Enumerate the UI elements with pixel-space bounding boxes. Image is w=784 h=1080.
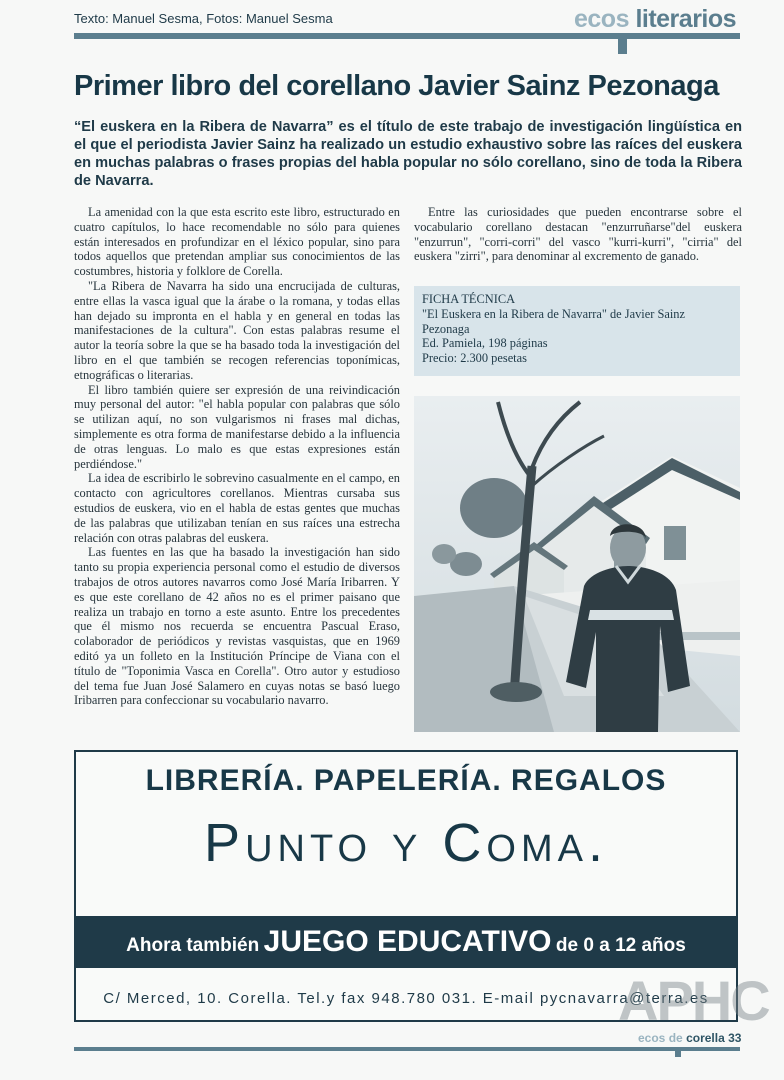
ficha-publisher: Ed. Pamiela, 198 páginas [422,336,548,351]
ficha-book: "El Euskera en la Ribera de Navarra" de Javier Sainz Pezonaga [422,306,685,336]
ficha-tecnica-box [414,286,740,376]
body-paragraph: "La Ribera de Navarra ha sido una encrucijada de culturas, entre ellas la vasca igual que la árabe o la romana, y todas ellas han dejado su impronta en el habla y en general en todas las manifestaciones de la cultura". Con estas palabras resume el autor la teoría sobre la que se ha basado toda la investigación del libro en el que también se recogen referencias toponímicas, etnográficas o literarias. [74,278,400,382]
article-column-left [74,205,400,708]
ficha-price: Precio: 2.300 pesetas [422,351,527,366]
footer-rule [74,1047,740,1051]
body-paragraph: Las fuentes en las que ha basado la investigación han sido tanto su propia experiencia personal como el estudio de diversos trabajos de otros autores navarros como José María Iribarren. Y es que este corellano de 42 años no es el primer paisano que realiza un trabajo en torno a este asunto. Entre los precedentes que él mismo nos recuerda se encuentra Pascual Eraso, colaborador de periódicos y revistas vasquistas, que en 1969 editó ya un folleto en la Institución Príncipe de Viana con el título de "Toponimia Vasca en Corella". Otro autor y estudioso del tema fue Juan José Salamero en cuyas notas se basó luego Iribarren para confeccionar su vocabulario navarro. [74,545,400,708]
footer-page-label [638,1031,741,1045]
body-paragraph: Entre las curiosidades que pueden encontrarse sobre el vocabulario corellano destacan "enzurruñarse"del euskera "enzurrun", "corri-corri" del vasco "kurri-kurri", "cirria" del euskera "zirri", para denominar al excremento de ganado. [414,205,742,264]
ad-promo-band [76,916,736,968]
footer-word2: de [668,1031,683,1045]
ad-shop-name: Punto y Coma. [204,813,608,873]
footer-word1: ecos [638,1031,666,1045]
street-photo-illustration [414,396,740,732]
footer-word3: corella [686,1031,725,1045]
footer-rule-tab [675,1047,681,1057]
ad-tagline: LIBRERÍA. PAPELERÍA. REGALOS [145,764,667,797]
header-rule [74,33,740,39]
author-photo [414,396,740,732]
author-credit: Texto: Manuel Sesma, Fotos: Manuel Sesma [74,11,333,26]
ad-promo-highlight: JUEGO EDUCATIVO [263,925,552,958]
page-number: 33 [728,1031,742,1045]
section-tag [574,5,736,34]
section-tag-word2: literarios [635,5,737,33]
ad-promo-suffix: de 0 a 12 años [555,935,686,956]
watermark: APHC [618,969,769,1032]
ad-address: C/ Merced, 10. Corella. Tel.y fax 948.780 031. E-mail pycnavarra@terra.es [103,990,709,1007]
ficha-title: FICHA TÉCNICA [422,292,516,306]
ad-promo-prefix: Ahora también [126,935,260,956]
article-headline: Primer libro del corellano Javier Sainz Pezonaga [74,70,719,102]
header-rule-tab [618,36,627,54]
section-tag-word1: ecos [574,5,629,33]
body-paragraph: La amenidad con la que esta escrito este libro, estructurado en cuatro capítulos, lo hace recomendable no sólo para quienes están interesados en profundizar en el léxico popular, sino para todos aquellos que pretendan ampliar sus conocimientos de las costumbres, historia y folklore de Corella. [74,205,400,279]
article-column-right [414,205,742,264]
article-lead: “El euskera en la Ribera de Navarra” es el título de este trabajo de investigación lingüística en el que el periodista Javier Sainz ha realizado un estudio exhaustivo sobre las raíces del euskera en muchas palabras o frases propias del habla popular no sólo corellano, sino de toda la Ribera de Navarra. [74,119,742,189]
body-paragraph: El libro también quiere ser expresión de una reivindicación muy personal del autor: "el habla popular con palabras que sólo se utilizan aquí, no son vulgarismos ni frases mal dichas, simplemente es otra forma de manifestarse debido a la influencia de otras lenguas. Lo malo es que estas expresiones están perdiéndose." [74,382,400,471]
body-paragraph: La idea de escribirlo le sobrevino casualmente en el campo, en contacto con agricultores corellanos. Mientras cursaba sus estudios de euskera, vio en el habla de estas gentes que muchas de las palabras que utilizaban tenían en sus raíces una estrecha relación con otras palabras del euskera. [74,471,400,545]
